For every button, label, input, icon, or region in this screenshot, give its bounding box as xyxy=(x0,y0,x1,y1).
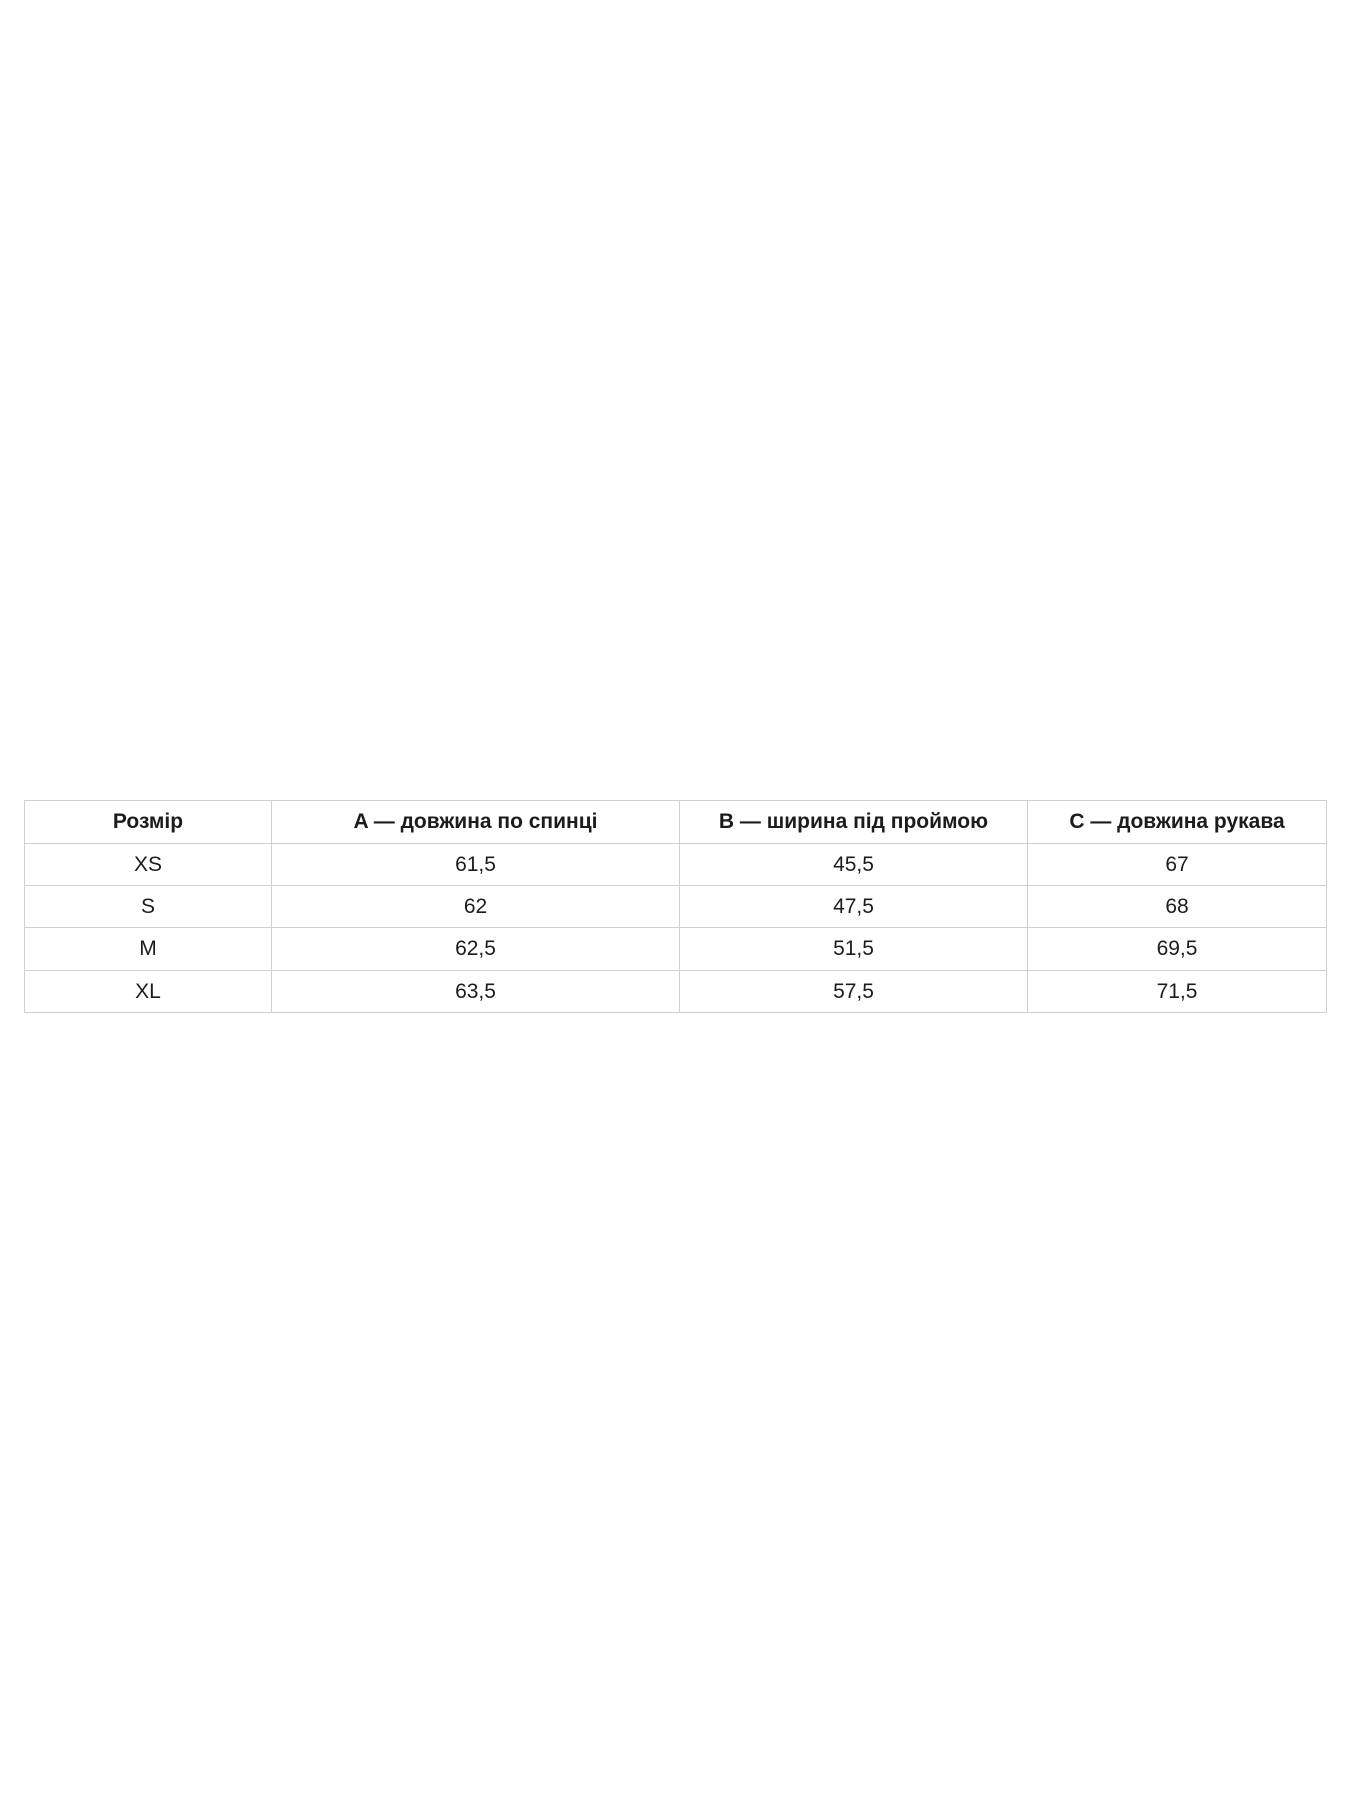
table-body xyxy=(25,844,1327,1013)
cell-back-length: 63,5 xyxy=(272,970,680,1012)
cell-back-length: 61,5 xyxy=(272,844,680,886)
table-row xyxy=(25,970,1327,1012)
cell-chest-width: 57,5 xyxy=(680,970,1028,1012)
cell-chest-width: 51,5 xyxy=(680,928,1028,970)
cell-chest-width: 47,5 xyxy=(680,886,1028,928)
cell-size: S xyxy=(25,886,272,928)
table-row xyxy=(25,886,1327,928)
size-chart-container xyxy=(24,800,1326,1013)
cell-size: M xyxy=(25,928,272,970)
cell-back-length: 62 xyxy=(272,886,680,928)
column-header-sleeve-length: C — довжина рукава xyxy=(1028,801,1327,844)
column-header-back-length: A — довжина по спинці xyxy=(272,801,680,844)
cell-size: XL xyxy=(25,970,272,1012)
table-row xyxy=(25,844,1327,886)
cell-sleeve-length: 68 xyxy=(1028,886,1327,928)
cell-chest-width: 45,5 xyxy=(680,844,1028,886)
table-header xyxy=(25,801,1327,844)
cell-sleeve-length: 71,5 xyxy=(1028,970,1327,1012)
cell-sleeve-length: 67 xyxy=(1028,844,1327,886)
column-header-size: Розмір xyxy=(25,801,272,844)
size-chart-table xyxy=(24,800,1327,1013)
table-row xyxy=(25,928,1327,970)
cell-size: XS xyxy=(25,844,272,886)
table-header-row xyxy=(25,801,1327,844)
cell-back-length: 62,5 xyxy=(272,928,680,970)
column-header-chest-width: B — ширина під проймою xyxy=(680,801,1028,844)
cell-sleeve-length: 69,5 xyxy=(1028,928,1327,970)
